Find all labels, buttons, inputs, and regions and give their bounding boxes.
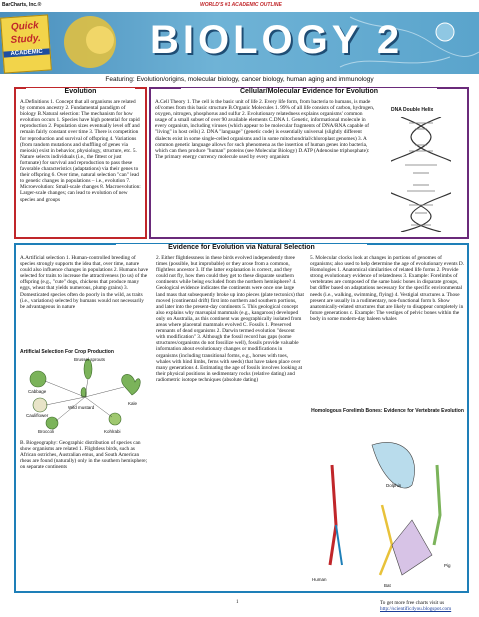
- limb-label-dolphin: Dolphin: [386, 483, 402, 488]
- crop-illustration: [20, 357, 150, 437]
- limb-label-bat: Bat: [384, 583, 391, 588]
- evolution-box: [14, 87, 147, 239]
- cellular-box: [149, 87, 469, 239]
- logo-line-2: Study.: [10, 32, 42, 47]
- homology-caption: Homologous Forelimb Bones: Evidence for Vertebrate Evolution: [311, 408, 464, 414]
- cellular-text: A.Cell Theory 1. The cell is the basic unit of life 2. Every life form, from bacteria to humans, is made of/comes from this basic structure B.Organic Molecules 1. 99% of all life consists of carbon, hydrogen, oxygen, nitrogen, phosphorus and sulfur 2. Evolutionary relatedness explains organisms' common usage of a small subset of over 90 available elements C.DNA 1. Genetic, informational molecule in every organism, including viruses (which appear to be molecular fragments of DNA/RNA capable of "living" in host cells) 2. DNA "language" (genetic code) is essentially universal (slightly different dialects exist in some single-celled organisms and in some mitochondrial/chloroplast genomes) 3. A common genetic language allows for such phenomena as the insertion of human genes into bacteria, which can then produce "human" proteins (see Molecular Biology) D.ATP (Adenosine triphosphate): The primary energy currency molecule used by every organism: [155, 99, 375, 160]
- dna-helix-icon: [391, 117, 451, 232]
- page-title: BIOLOGY 2: [150, 18, 404, 62]
- logo-line-1: Quick: [10, 20, 40, 33]
- evolution-text: A.Definitions 1. Concept that all organisms are related by common ancestry 2. Fundamental paradigm of biology B.Natural selection: The mechanism for how evolution occurs 1. Species have high potential for rapid reproduction 2. Population sizes eventually level off and remain fairly constant over time 3. There is competition for reproduction and survival of offspring 4. Variations (from random mutations and shuffling of genes via meiosis) exist in behavior, physiology, structure, etc. 5. Nature selects individuals (i.e., the fittest or just fortunate) for survival and reproduction to pass these favorable characteristics (adaptations) via their genes to their offspring 6. Over time, natural selection "can" lead to genetic changes in populations – i.e., evolution 7. Microevolution: Small-scale changes 8. Macroevolution: Larger-scale changes; can lead to evolution of new species and groups: [20, 99, 141, 203]
- evolution-heading: Evolution: [26, 88, 135, 95]
- tagline: WORLD'S #1 ACADEMIC OUTLINE: [200, 2, 282, 8]
- crop-label-broccoli: Broccoli: [38, 429, 55, 434]
- featuring-line: Featuring: Evolution/origins, molecular biology, cancer biology, human aging and immunology: [105, 76, 374, 83]
- biogeography-fossils-text: 2. Either flightlessness in these birds evolved independently three times (possible, but improbable) or they arose from a common, flightless ancestor 3. If the latter explanation is correct, and they could not fly, how then could they get to these disparate southern continents while being excluded from the northern hemisphere? 4. Geological evidence indicates the continents were once one large land mass that subsequently broke up into pieces (plate tectonics) that moved (continental drift) first into northern and southern portions, and later into the present-day continents 5. This geological concept also explains why marsupial mammals (e.g., kangaroos) developed only on Australia, as this continent was geographically isolated from areas where placental mammals evolved C. Fossils 1. Preserved remnants of dead organisms 2. Darwin termed evolution "descent with modification" 3. Although the fossil record has gaps (some structures/organisms do not fossilize well), fossils provide valuable information about evolutionary changes or modifications in organisms (including transitional forms, e.g., horses with toes, whales with hind limbs, ferns with seeds) that have taken place over many generations 4. Estimating the age of fossils involves looking at their physical positions in sedimentary rocks (relative dating) and radiometric isotope techniques (absolute dating): [156, 255, 304, 383]
- natural-selection-heading: Evidence for Evolution via Natural Selection: [116, 244, 367, 251]
- crop-label-wild-mustard: Wild mustard: [68, 405, 95, 410]
- dna-caption: DNA Double Helix: [391, 107, 434, 113]
- artificial-selection-text: A.Artificial selection 1. Human-controlled breeding of species strongly supports the idea that, over time, nature could also influence changes in populations 2. Humans have selected for traits to increase the attractiveness (to us) of the offspring (e.g., "cute" dogs, chickens that produce many eggs, wheat that yields numerous, plump grains) 3. Domesticated species often do poorly in the wild, as traits (i.e., variations) selected by humans would not necessarily be advantageous in nature: [20, 255, 149, 310]
- crop-label-kohlrabi: Kohlrabi: [104, 429, 121, 434]
- quickstudy-logo: [0, 14, 52, 73]
- cellular-heading: Cellular/Molecular Evidence for Evolution: [181, 88, 437, 95]
- crop-label-brussel-sprouts: Brussel sprouts: [74, 357, 106, 362]
- page-number: 1: [236, 600, 239, 605]
- publisher-label: BarCharts, Inc.®: [2, 2, 42, 8]
- logo-line-3: ACADEMIC: [3, 48, 49, 57]
- crop-label-cabbage: Cabbage: [28, 389, 47, 394]
- crop-label-cauliflower: Cauliflower: [26, 413, 49, 418]
- natural-selection-box: [14, 243, 469, 593]
- crop-caption: Artificial Selection For Crop Production: [20, 349, 114, 355]
- footer-line-1: To get more free charts visit us: [380, 600, 445, 606]
- limb-label-pig: Pig: [444, 563, 451, 568]
- footer-promo: [380, 600, 451, 612]
- biogeography-text: B. Biogeography: Geographic distribution of species can show organisms are related 1. Flightless birds, such as African ostriches, Australian emus, and South American rheas are found (naturally) only in the southern hemisphere; on separate continents: [20, 440, 148, 471]
- footer-link[interactable]: http://scientific4you.blogspot.com: [380, 606, 452, 612]
- limb-label-human: Human: [312, 577, 327, 582]
- crop-label-kale: Kale: [128, 401, 138, 406]
- homologies-text: 5. Molecular clocks look at changes in portions of genomes of organisms; also used to help determine the age of evolutionary events D. Homologies 1. Anatomical similarities of related life forms 2. Provide strong evolutionary evidence of relatedness 3. Example: Forelimbs of vertebrates are composed of the same basic bones in disparate groups, but differ based on adaptations necessary for the specific environmental needs (i.e., walking, swimming, flying) 4. Vestigial structures a. Those present are usually in a rudimentary, non-functional form b. Show anatomically-related structures that are likely to disappear completely in future generations c. Example: The vestiges of pelvic bones within the body in some modern-day baleen whales: [310, 255, 465, 322]
- forelimb-illustration: [312, 425, 462, 585]
